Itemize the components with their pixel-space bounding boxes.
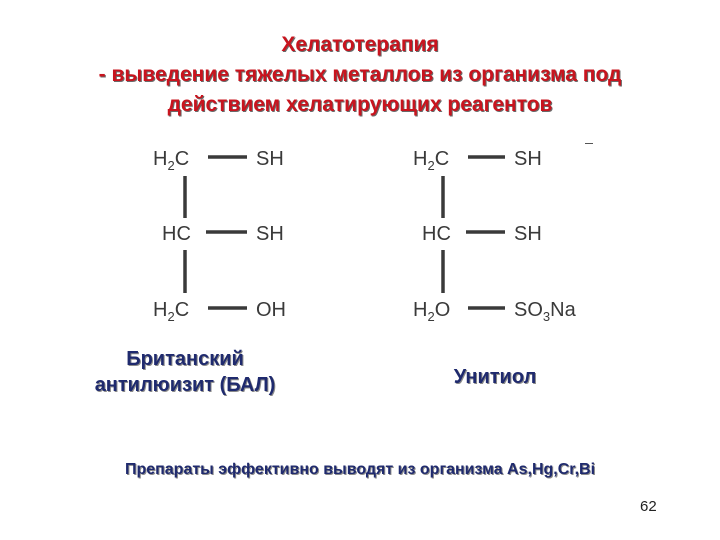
unithiol-structural-formula xyxy=(410,138,610,328)
bal-group-oh: OH xyxy=(256,299,286,321)
unithiol-atom-h2o: $H_2O$ xyxy=(413,299,451,324)
title-line-3: действием хелатирующих реагентов xyxy=(167,93,553,116)
footnote: Препараты эффективно выводят из организма As,Hg,Cr,Bi xyxy=(124,461,596,478)
unithiol-group-sh-top: SH xyxy=(514,148,542,170)
bal-caption xyxy=(70,346,300,398)
title-line-1: Хелатотерапия xyxy=(281,33,439,56)
bal-group-sh-middle: SH xyxy=(256,223,284,245)
unithiol-atom-h2c-top: $H_2C$ xyxy=(413,148,450,173)
page-number: 62 xyxy=(640,498,657,515)
bal-caption-line-2: антилюизит (БАЛ) xyxy=(94,374,276,396)
bal-atom-h2c-top: $H_2C$ xyxy=(153,148,190,173)
unithiol-caption: Унитиол xyxy=(453,366,537,388)
unithiol-group-sh-middle: SH xyxy=(514,223,542,245)
unithiol-group-so3na: $SO_3Na$ xyxy=(514,299,576,324)
bal-atom-hc: HC xyxy=(162,223,191,245)
unithiol-formula-drawing xyxy=(410,138,610,328)
bal-formula-drawing xyxy=(150,138,350,328)
decorative-dash xyxy=(585,143,593,144)
bal-atom-h2c-bottom: $H_2C$ xyxy=(153,299,190,324)
bal-caption-line-1: Британский xyxy=(126,348,244,370)
title-line-2: - выведение тяжелых металлов из организма под xyxy=(98,63,622,86)
bal-structural-formula xyxy=(150,138,350,328)
bal-group-sh-top: SH xyxy=(256,148,284,170)
unithiol-atom-hc: HC xyxy=(422,223,451,245)
slide-title xyxy=(0,30,720,120)
